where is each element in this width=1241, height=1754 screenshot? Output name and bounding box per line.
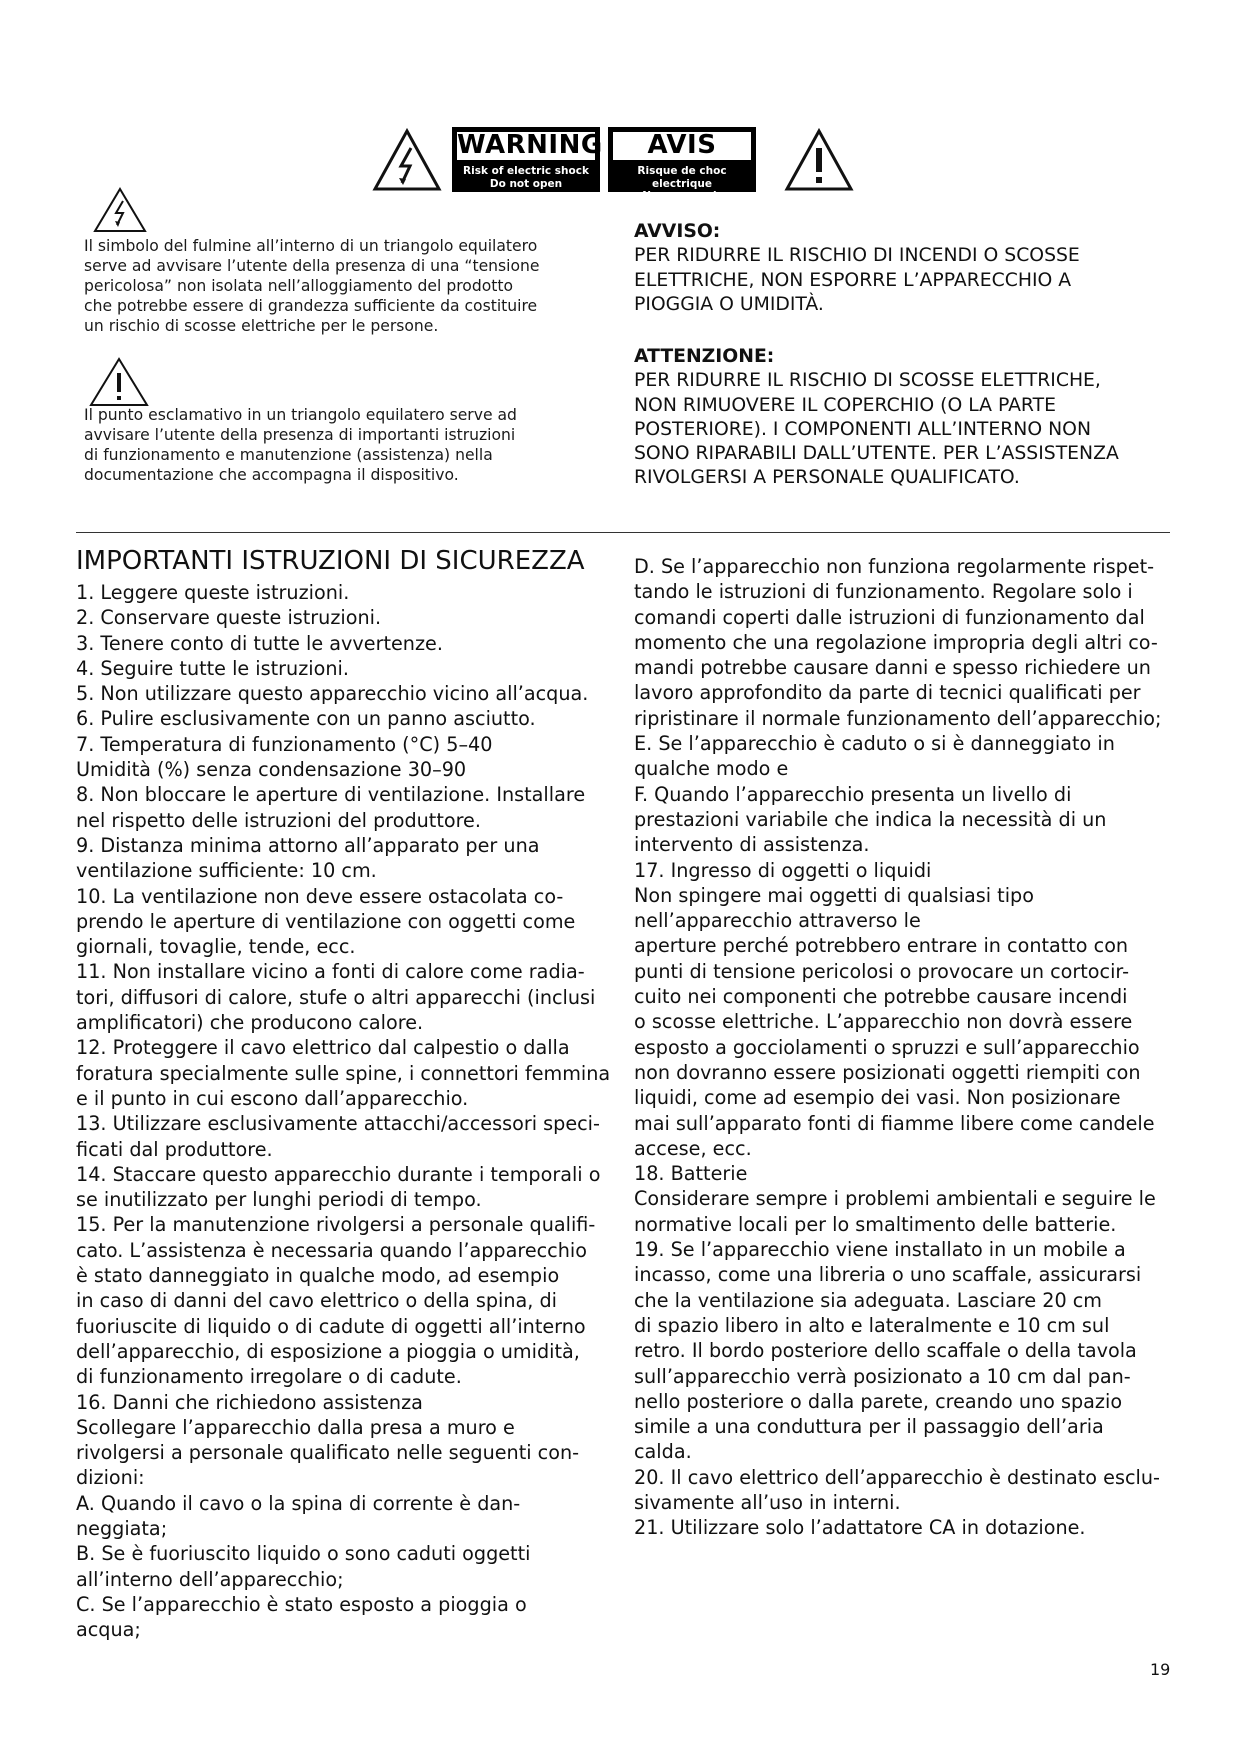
text-line: intervento di assistenza. [634, 833, 870, 857]
text-line: NON RIMUOVERE IL COPERCHIO (O LA PARTE [634, 394, 1056, 416]
text-line: di funzionamento e manutenzione (assistenza) nella [84, 446, 493, 464]
text-line: di spazio libero in alto e lateralmente e 10 cm sul [634, 1313, 1110, 1337]
text-line: 5. Non utilizzare questo apparecchio vicino all’acqua. [76, 682, 589, 706]
text-line: PER RIDURRE IL RISCHIO DI SCOSSE ELETTRICHE, [634, 370, 1101, 392]
text-line: 9. Distanza minima attorno all’apparato per una [76, 833, 540, 857]
text-line: 2. Conservare queste istruzioni. [76, 606, 382, 630]
text-line: serve ad avvisare l’utente della presenza di una “tensione [84, 257, 540, 275]
text-line: ventilazione sufficiente: 10 cm. [76, 859, 377, 883]
avis-badge-title: AVIS [611, 130, 753, 162]
text-line: ficati dal produttore. [76, 1137, 273, 1161]
text-line: ripristinare il normale funzionamento dell’apparecchio; [634, 706, 1162, 730]
text-line: nel rispetto delle istruzioni del produttore. [76, 808, 481, 832]
text-line: A. Quando il cavo o la spina di corrente è dan- [76, 1491, 521, 1515]
text-line: 14. Staccare questo apparecchio durante i temporali o [76, 1162, 601, 1186]
avis-badge [608, 127, 756, 202]
text-line: D. Se l’apparecchio non funziona regolarmente rispet- [634, 555, 1155, 578]
text-line: 12. Proteggere il cavo elettrico dal calpestio o dalla [76, 1036, 570, 1060]
text-line: ELETTRICHE, NON ESPORRE L’APPARECCHIO A [634, 269, 1072, 291]
text-line: e il punto in cui escono dall’apparecchio. [76, 1086, 469, 1110]
text-line: neggiata; [76, 1516, 168, 1540]
text-line: 10. La ventilazione non deve essere ostacolata co- [76, 884, 564, 908]
page-number: 19 [1150, 1660, 1171, 1679]
text-line: mandi potrebbe causare danni e spesso richiedere un [634, 656, 1151, 680]
text-line: Non spingere mai oggetti di qualsiasi tipo [634, 883, 1034, 907]
text-line: Considerare sempre i problemi ambientali e seguire le [634, 1187, 1156, 1211]
exclamation-warning-icon [784, 128, 854, 192]
text-line: che potrebbe essere di grandezza sufficiente da costituire [84, 297, 538, 315]
text-line: è stato danneggiato in qualche modo, ad esempio [76, 1264, 560, 1288]
text-line: punti di tensione pericolosi o provocare un cortocir- [634, 959, 1129, 983]
exclamation-symbol-text [84, 405, 604, 485]
text-line: all’interno dell’apparecchio; [76, 1567, 344, 1591]
left-column [76, 580, 616, 1642]
text-line: foratura specialmente sulle spine, i connettori femmina [76, 1061, 611, 1085]
text-line: Scollegare l’apparecchio dalla presa a muro e [76, 1415, 515, 1439]
text-line: momento che una regolazione impropria degli altri co- [634, 630, 1158, 654]
text-line: mai sull’apparato fonti di fiamme libere come candele [634, 1111, 1155, 1135]
text-line: 6. Pulire esclusivamente con un panno asciutto. [76, 707, 536, 731]
text-line: F. Quando l’apparecchio presenta un livello di [634, 782, 1072, 806]
text-line: 15. Per la manutenzione rivolgersi a personale qualifi- [76, 1213, 596, 1237]
warning-badge-line1: Risk of electric shock [463, 165, 589, 177]
text-line: 17. Ingresso di oggetti o liquidi [634, 858, 932, 882]
text-line: Il simbolo del fulmine all’interno di un triangolo equilatero [84, 237, 538, 255]
text-line: 19. Se l’apparecchio viene installato in un mobile a [634, 1238, 1126, 1262]
text-line: simile a una conduttura per il passaggio dell’aria [634, 1415, 1104, 1439]
text-line: che la ventilazione sia adeguata. Lasciare 20 cm [634, 1288, 1102, 1312]
text-line: 7. Temperatura di funzionamento (°C) 5–40 [76, 732, 493, 756]
attenzione-heading: ATTENZIONE: [634, 346, 775, 367]
text-line: dell’apparecchio, di esposizione a pioggia o umidità, [76, 1339, 580, 1363]
section-title: IMPORTANTI ISTRUZIONI DI SICUREZZA [76, 546, 585, 576]
text-line: 4. Seguire tutte le istruzioni. [76, 656, 349, 680]
text-line: PER RIDURRE IL RISCHIO DI INCENDI O SCOSSE [634, 245, 1080, 267]
text-line: RIVOLGERSI A PERSONALE QUALIFICATO. [634, 467, 1020, 489]
text-line: incasso, come una libreria o uno scaffale, assicurarsi [634, 1263, 1142, 1287]
text-line: SONO RIPARABILI DALL’UTENTE. PER L’ASSISTENZA [634, 443, 1119, 465]
text-line: sull’apparecchio verrà posizionato a 10 cm dal pan- [634, 1364, 1131, 1388]
warning-badge-title: WARNING [457, 130, 603, 160]
text-line: non dovranno essere posizionati oggetti riempiti con [634, 1060, 1141, 1084]
text-line: Umidità (%) senza condensazione 30–90 [76, 758, 467, 782]
text-line: retro. Il bordo posteriore dello scaffale o della tavola [634, 1339, 1137, 1363]
text-line: tando le istruzioni di funzionamento. Regolare solo i [634, 580, 1133, 604]
text-line: 8. Non bloccare le aperture di ventilazione. Installare [76, 783, 586, 807]
text-line: fuoriuscite di liquido o di cadute di oggetti all’interno [76, 1314, 586, 1338]
text-line: E. Se l’apparecchio è caduto o si è danneggiato in [634, 732, 1115, 756]
text-line: esposto a gocciolamenti o spruzzi e sull’apparecchio [634, 1035, 1140, 1059]
warning-badge-line2: Do not open [489, 177, 563, 190]
text-line: 13. Utilizzare esclusivamente attacchi/accessori speci- [76, 1112, 600, 1136]
lightning-warning-icon [372, 128, 442, 192]
text-line: accese, ecc. [634, 1136, 752, 1160]
text-line: sivamente all’uso in interni. [634, 1490, 901, 1514]
text-line: un rischio di scosse elettriche per le persone. [84, 317, 439, 335]
text-line: se inutilizzato per lunghi periodi di tempo. [76, 1188, 482, 1212]
text-line: prestazioni variabile che indica la necessità di un [634, 807, 1107, 831]
text-line: amplificatori) che producono calore. [76, 1011, 424, 1035]
text-line: 1. Leggere queste istruzioni. [76, 581, 350, 604]
text-line: lavoro approfondito da parte di tecnici qualificati per [634, 681, 1141, 705]
text-line: calda. [634, 1440, 692, 1464]
text-line: 3. Tenere conto di tutte le avvertenze. [76, 631, 443, 655]
warning-badge [452, 127, 603, 192]
text-line: acqua; [76, 1618, 141, 1642]
text-line: liquidi, come ad esempio dei vasi. Non posizionare [634, 1086, 1121, 1110]
text-line: normative locali per lo smaltimento delle batterie. [634, 1212, 1117, 1236]
attenzione-block [634, 345, 1174, 491]
text-line: 21. Utilizzare solo l’adattatore CA in dotazione. [634, 1516, 1086, 1540]
text-line: nell’apparecchio attraverso le [634, 909, 921, 933]
right-column [634, 554, 1174, 1541]
text-line: POSTERIORE). I COMPONENTI ALL’INTERNO NON [634, 418, 1091, 440]
avviso-heading: AVVISO: [634, 221, 721, 242]
text-line: prendo le aperture di ventilazione con oggetti come [76, 909, 576, 933]
text-line: tori, diffusori di calore, stufe o altri apparecchi (inclusi [76, 985, 596, 1009]
text-line: cuito nei componenti che potrebbe causare incendi [634, 985, 1128, 1009]
text-line: PIOGGIA O UMIDITÀ. [634, 293, 824, 315]
text-line: giornali, tovaglie, tende, ecc. [76, 935, 356, 959]
text-line: qualche modo e [634, 757, 789, 781]
lightning-triangle-icon [92, 186, 148, 234]
text-line: in caso di danni del cavo elettrico o della spina, di [76, 1289, 558, 1313]
text-line: 18. Batterie [634, 1162, 748, 1186]
text-line: comandi coperti dalle istruzioni di funzionamento dal [634, 605, 1145, 629]
avis-badge-line2: Ne pas ouvrir [642, 190, 722, 202]
section-divider [76, 532, 1170, 533]
text-line: avvisare l’utente della presenza di importanti istruzioni [84, 426, 516, 444]
text-line: Il punto esclamativo in un triangolo equilatero serve ad [84, 406, 517, 424]
text-line: aperture perché potrebbero entrare in contatto con [634, 934, 1129, 958]
text-line: dizioni: [76, 1466, 145, 1490]
text-line: 16. Danni che richiedono assistenza [76, 1390, 423, 1414]
avis-badge-line1: Risque de choc electrique [637, 165, 727, 190]
lightning-symbol-text [84, 236, 604, 336]
text-line: o scosse elettriche. L’apparecchio non dovrà essere [634, 1010, 1133, 1034]
avviso-block [634, 220, 1154, 317]
text-line: B. Se è fuoriuscito liquido o sono caduti oggetti [76, 1542, 531, 1566]
text-line: pericolosa” non isolata nell’alloggiamento del prodotto [84, 277, 514, 295]
text-line: documentazione che accompagna il dispositivo. [84, 466, 459, 484]
text-line: nello posteriore o dalla parete, creando uno spazio [634, 1389, 1123, 1413]
text-line: rivolgersi a personale qualificato nelle seguenti con- [76, 1441, 580, 1465]
text-line: di funzionamento irregolare o di cadute. [76, 1365, 462, 1389]
exclamation-triangle-icon [88, 356, 150, 408]
text-line: 11. Non installare vicino a fonti di calore come radia- [76, 960, 585, 984]
text-line: cato. L’assistenza è necessaria quando l’apparecchio [76, 1238, 587, 1262]
text-line: C. Se l’apparecchio è stato esposto a pioggia o [76, 1592, 527, 1616]
text-line: 20. Il cavo elettrico dell’apparecchio è destinato esclu- [634, 1465, 1160, 1489]
